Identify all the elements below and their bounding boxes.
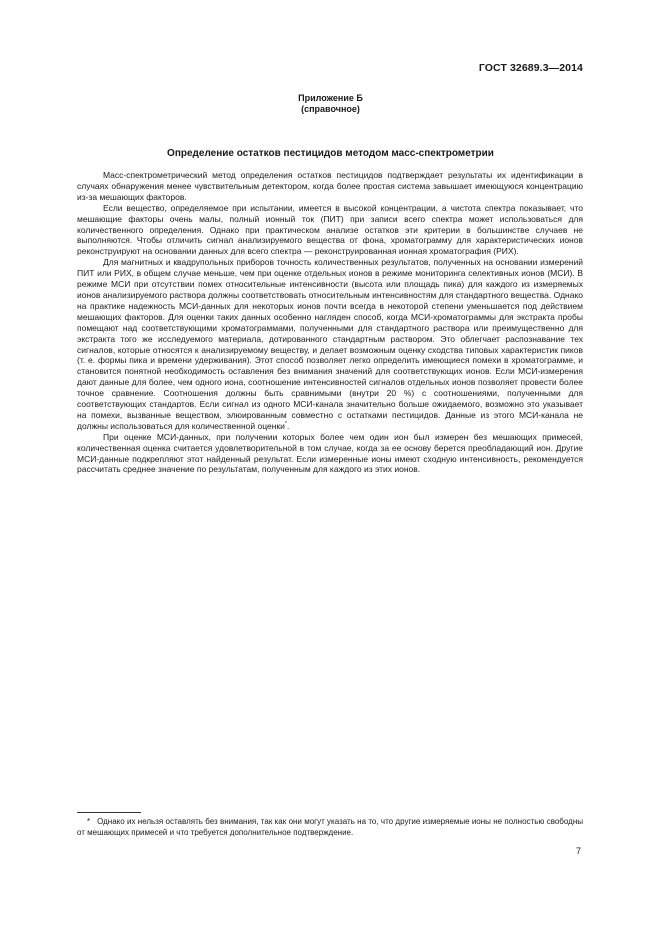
appendix-heading — [0, 93, 661, 115]
paragraph-3 — [77, 257, 583, 432]
footnote-divider — [77, 812, 141, 813]
paragraph-3-end: . — [287, 420, 290, 431]
page-number: 7 — [575, 846, 581, 856]
footnote — [77, 816, 583, 838]
footnote-marker: * — [87, 817, 91, 826]
appendix-type: (справочное) — [301, 104, 360, 114]
paragraph-3-text: Для магнитных и квадрупольных приборов точность количественных результатов, полученных на основании измерений ПИТ или РИХ, в общем случае меньше, чем при оценке отдельных ионов в режиме мониторинга селективных ионов (МСИ). В режиме МСИ при отсутствии помех относительные интенсивности (высота или площадь пика) для каждого из измеряемых ионов анализируемого раствора должны соответствовать относительным интенсивностям для стандартного вещества. Однако на практике надежность МСИ-данных для некоторых ионов почти всегда в некоторой степени уменьшается под действием мешающих факторов. Для оценки таких данных особенно нагляден способ, когда МСИ-хроматограммы для экстракта пробы помещают над соответствующими хроматограммами, полученными для стандартного раствора или преимущественно для экстракта того же исследуемого материала, дотированного стандартным раствором. Это облегчает распознавание тех сигналов, которые относятся к анализируемому веществу, и делает возможным оценку сходства типовых характеристик пиков (т. е. формы пика и времени удерживания). Этот способ позволяет легко определить имеющиеся помехи в хроматограмме, и становится понятной необходимость оставления без внимания значений для соответствующих ионов. Если МСИ-измерения дают данные для более, чем одного иона, соотношение интенсивностей сигналов отдельных ионов позволяет провести более точное сравнение. Соотношения должны быть сравнимыми (внутри 20 %) с соотношениями, полученными для соответствующих стандартов. Если сигнал из одного МСИ-канала значительно больше ожидаемого, возможно это указывает на помехи, вызванные веществом, элюированным совместно с остатками пестицидов. Данные из этого МСИ-канала не должны использоваться для количественной оценки — [77, 257, 583, 431]
paragraph-2: Если вещество, определяемое при испытании, имеется в высокой концентрации, а чистота спектра показывает, что мешающие факторы очень малы, полный ионный ток (ПИТ) при записи всего спектра может использоваться для количественного определения. Однако при практическом анализе остатков эти критерии в большинстве случаев не выполняются. Чтобы отличить сигнал анализируемого вещества от фона, хроматограмму для характеристических ионов реконструируют на основании данных для всего спектра — реконструированная ионная хроматография (РИХ). — [77, 202, 583, 257]
standard-code: ГОСТ 32689.3—2014 — [478, 62, 583, 74]
document-title: Определение остатков пестицидов методом масс-спектрометрии — [167, 148, 494, 159]
appendix-label: Приложение Б — [298, 93, 363, 103]
paragraph-4: При оценке МСИ-данных, при получении которых более чем один ион был измерен без мешающих примесей, количественная оценка считается удовлетворительной в том случае, когда за ее основу берется преобладающий ион. Другие МСИ-данные подкрепляют этот найденный результат. Если измеренные ионы имеют сходную интенсивность, рекомендуется рассчитать среднее значение по результатам, полученным для каждого из этих ионов. — [77, 431, 583, 475]
footnote-text: Однако их нельзя оставлять без внимания, так как они могут указать на то, что другие измеряемые ионы не полностью свободны от мешающих примесей и что требуется дополнительное подтверждение. — [77, 817, 583, 837]
footnote-reference: * — [284, 421, 288, 428]
paragraph-1: Масс-спектрометрический метод определения остатков пестицидов подтверждает результаты их идентификации в случаях обнаружения менее чувствительным детектором, когда более простая система завышает имеющуюся концентрацию из-за мешающих факторов. — [77, 170, 583, 202]
body-text — [77, 170, 583, 475]
